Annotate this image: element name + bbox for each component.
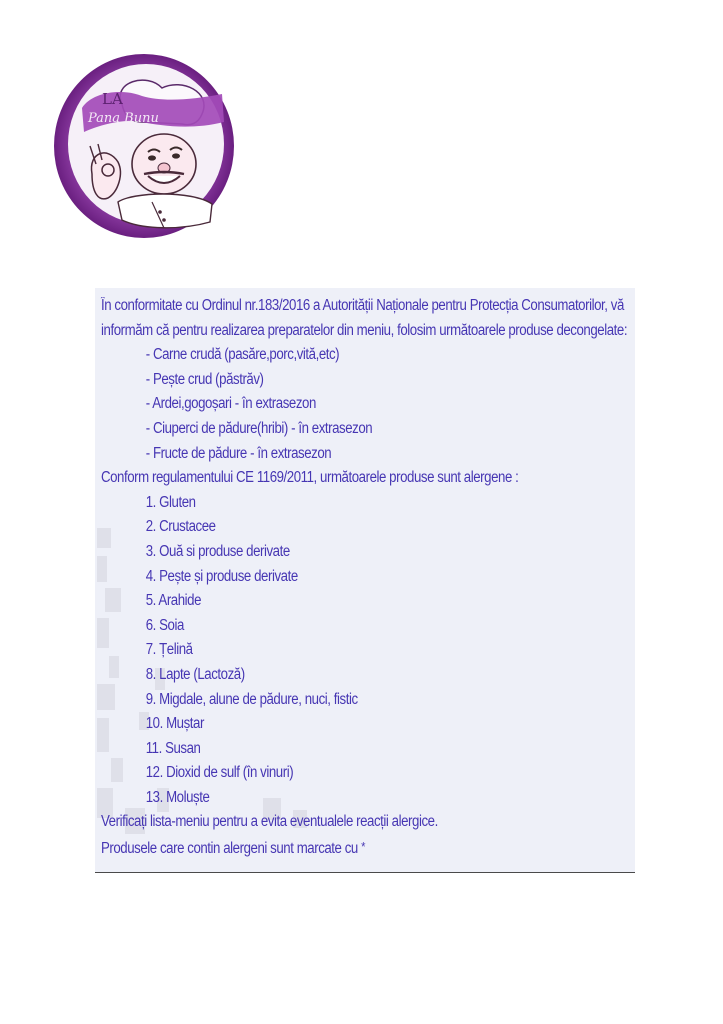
chef-logo-icon [52,52,236,240]
allergen-item: 12. Dioxid de sulf (în vinuri) [145,764,294,782]
frozen-product-item: - Carne crudă (pasăre,porc,vită,etc) [145,346,340,364]
intro-line-2: informăm că pentru realizarea preparatelor din meniu, folosim următoarele produse decongelate: [101,321,628,339]
allergen-item: 1. Gluten [145,493,196,511]
allergen-item: 11. Susan [145,739,201,757]
allergen-item: 8. Lapte (Lactoză) [145,665,245,683]
frozen-product-item: - Ardei,gogoșari - în extrasezon [145,395,316,413]
allergen-item: 13. Moluște [145,788,210,806]
allergen-intro: Conform regulamentului CE 1169/2011, următoarele produse sunt alergene : [101,469,519,487]
marked-products-line [101,835,635,862]
restaurant-logo [52,52,236,240]
allergen-notice [95,288,635,873]
allergen-item: 2. Crustacee [145,518,216,536]
intro-line-1: În conformitate cu Ordinul nr.183/2016 a Autorității Naționale pentru Protecția Consumatorilor, vă [101,297,624,314]
frozen-product-item: - Pește crud (păstrăv) [145,370,264,388]
allergen-item: 10. Muștar [145,715,204,733]
marked-products-text: Produsele care contin alergeni sunt marcate cu [101,840,358,858]
notice-text [101,294,635,862]
allergen-item: 6. Soia [145,616,184,634]
frozen-product-item: - Ciuperci de pădure(hribi) - în extrasezon [145,419,373,437]
allergen-item: 9. Migdale, alune de pădure, nuci, fistic [145,690,358,708]
logo-lettering-top: LA [102,90,123,108]
asterisk-symbol: * [361,839,366,855]
check-menu-text: Verificați lista-meniu pentru a evita eventualele reacții alergice. [101,813,438,831]
allergen-item: 3. Ouă si produse derivate [145,542,290,560]
allergen-item: 4. Pește și produse derivate [145,567,298,585]
allergen-item: 5. Arahide [145,592,202,610]
allergen-item: 7. Țelină [145,641,193,659]
frozen-product-item: - Fructe de pădure - în extrasezon [145,444,332,462]
logo-lettering-main: Pana Bunu [88,111,159,126]
